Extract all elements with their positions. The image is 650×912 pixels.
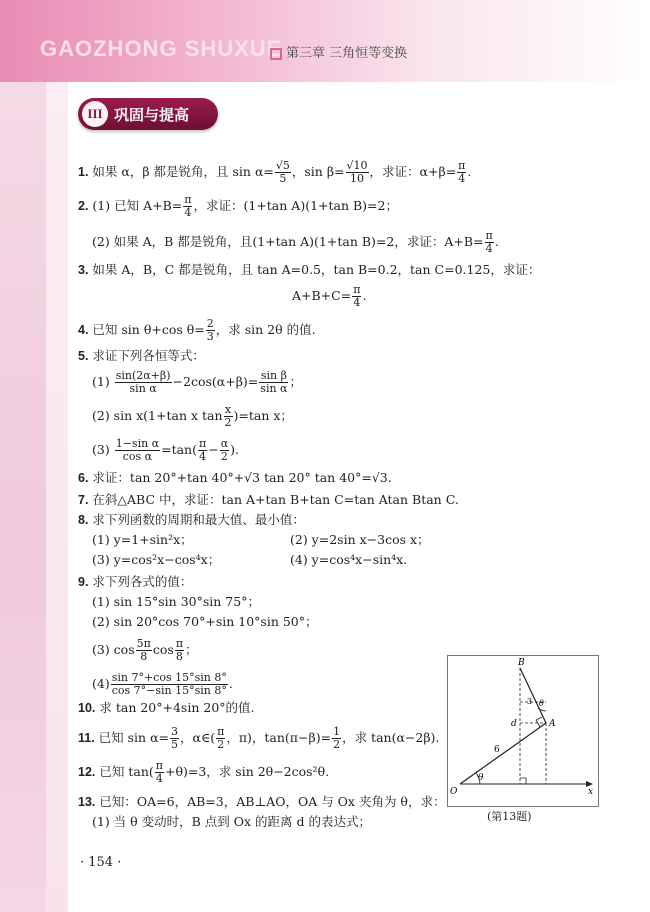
problem-8-part-3: (3) y=cos²x−cos⁴x；: [92, 552, 221, 567]
section-badge: [78, 98, 218, 130]
problem-3: 3. 如果 A，B，C 都是锐角，且 tan A=0.5，tan B=0.2，tan C=0.125，求证：: [78, 262, 541, 277]
problem-5: 5. 求证下列各恒等式：: [78, 348, 205, 363]
problem-5-part-3: (3) $\frac{\text{1−sin α}}{\text{cos α}}$ =tan( $\frac{\pi}{4}$ − $\frac{\alpha}{2}$ ).: [92, 437, 239, 463]
problem-4: 4. 已知 sin θ+cos θ= $\frac{2}{3}$ ，求 sin 2θ 的值.: [78, 317, 316, 343]
header-wordmark: GAOZHONG SHUXUE: [40, 36, 283, 61]
problem-6: 6. 求证：tan 20°+tan 40°+√3 tan 20° tan 40°=√3.: [78, 470, 392, 485]
problem-2-part-1: 2. (1) 已知 A+B= $\frac{\pi}{4}$ ，求证：(1+tan A)(1+tan B)=2；: [78, 193, 398, 219]
problem-8-part-4: (4) y=cos⁴x−sin⁴x.: [290, 552, 408, 567]
problem-3-equation: A+B+C= $\frac{\pi}{4}$ .: [292, 283, 367, 309]
label-O: O: [450, 787, 458, 797]
problem-8-part-2: (2) y=2sin x−3cos x；: [290, 532, 430, 547]
chapter-marker-icon: [270, 48, 282, 60]
label-length-3: 3: [527, 697, 533, 706]
label-theta: θ: [478, 773, 484, 783]
right-angle-mark: [520, 778, 526, 784]
figure-caption: (第13题): [487, 810, 532, 823]
problem-1: 1. 如果 α，β 都是锐角，且 sin α= $\frac{√5}{5}$ ，sin β= $\frac{√10}{10}$ ，求证：α+β= $\frac{\pi}{4}$ .: [78, 159, 472, 185]
label-B: B: [518, 658, 525, 668]
problem-2-part-2: (2) 如果 A，B 都是锐角，且(1+tan A)(1+tan B)=2，求证：A+B= $\frac{\pi}{4}$ .: [92, 229, 499, 255]
label-x: x: [588, 787, 594, 797]
problem-9-part-4: (4) $\frac{\sin 7^\circ+\cos 15^\circ\sin 8^\circ}{\cos 7^\circ-\sin 15^\circ\sin 8^\circ}$ .: [92, 671, 233, 697]
right-angle-mark-A: [536, 717, 542, 727]
section-roman-numeral: III: [82, 101, 108, 127]
page-number: · 154 ·: [80, 855, 122, 870]
problem-13: 13. 已知：OA=6，AB=3，AB⊥AO，OA 与 Ox 夹角为 θ，求：: [78, 794, 446, 809]
problem-13-part-1: (1) 当 θ 变动时，B 点到 Ox 的距离 d 的表达式；: [92, 814, 372, 829]
problem-9-part-2: (2) sin 20°cos 70°+sin 10°sin 50°；: [92, 614, 318, 629]
section-title: 巩固与提高: [114, 106, 190, 124]
problem-12: 12. 已知 tan( $\frac{\pi}{4}$ +θ)=3，求 sin 2θ−2cos²θ.: [78, 759, 330, 785]
label-theta-2: θ: [539, 699, 544, 708]
problem-5-part-2: (2) sin x(1+tan x tan $\frac{x}{2}$ )=tan x；: [92, 403, 293, 429]
problem-5-part-1: (1) $\frac{\sin(2\alpha+\beta)}{\text{sin α}}$ −2cos(α+β)= $\frac{\text{sin β}}{\text{sin α}}$ ；: [92, 369, 302, 395]
problem-9-part-3: (3) cos $\frac{5\pi}{8}$ cos $\frac{\pi}{8}$ ；: [92, 637, 198, 663]
problem-9: 9. 求下列各式的值：: [78, 574, 193, 589]
chapter-title: 第三章 三角恒等变换: [286, 46, 408, 61]
problem-10: 10. 求 tan 20°+4sin 20°的值.: [78, 700, 255, 715]
page-header: [0, 0, 650, 82]
problem-8: 8. 求下列函数的周期和最大值、最小值：: [78, 512, 305, 527]
figure-13: [447, 655, 599, 807]
left-decor-band-light: [46, 0, 68, 912]
label-length-6: 6: [494, 745, 500, 755]
problem-7: 7. 在斜△ABC 中，求证：tan A+tan B+tan C=tan Atan Btan C.: [78, 492, 459, 507]
problem-9-part-1: (1) sin 15°sin 30°sin 75°；: [92, 594, 260, 609]
geometry-diagram: [448, 656, 598, 806]
problem-8-part-1: (1) y=1+sin²x；: [92, 532, 193, 547]
problem-11: 11. 已知 sin α= $\frac{3}{5}$ ，α∈( $\frac{\pi}{2}$ ，π)，tan(π−β)= $\frac{1}{2}$ ，求 tan(α−2β).: [78, 725, 440, 751]
left-decor-band: [0, 0, 46, 912]
label-d: d: [511, 719, 517, 729]
segment-OA: [460, 723, 546, 784]
segment-AB: [520, 668, 546, 723]
label-A: A: [549, 719, 556, 729]
